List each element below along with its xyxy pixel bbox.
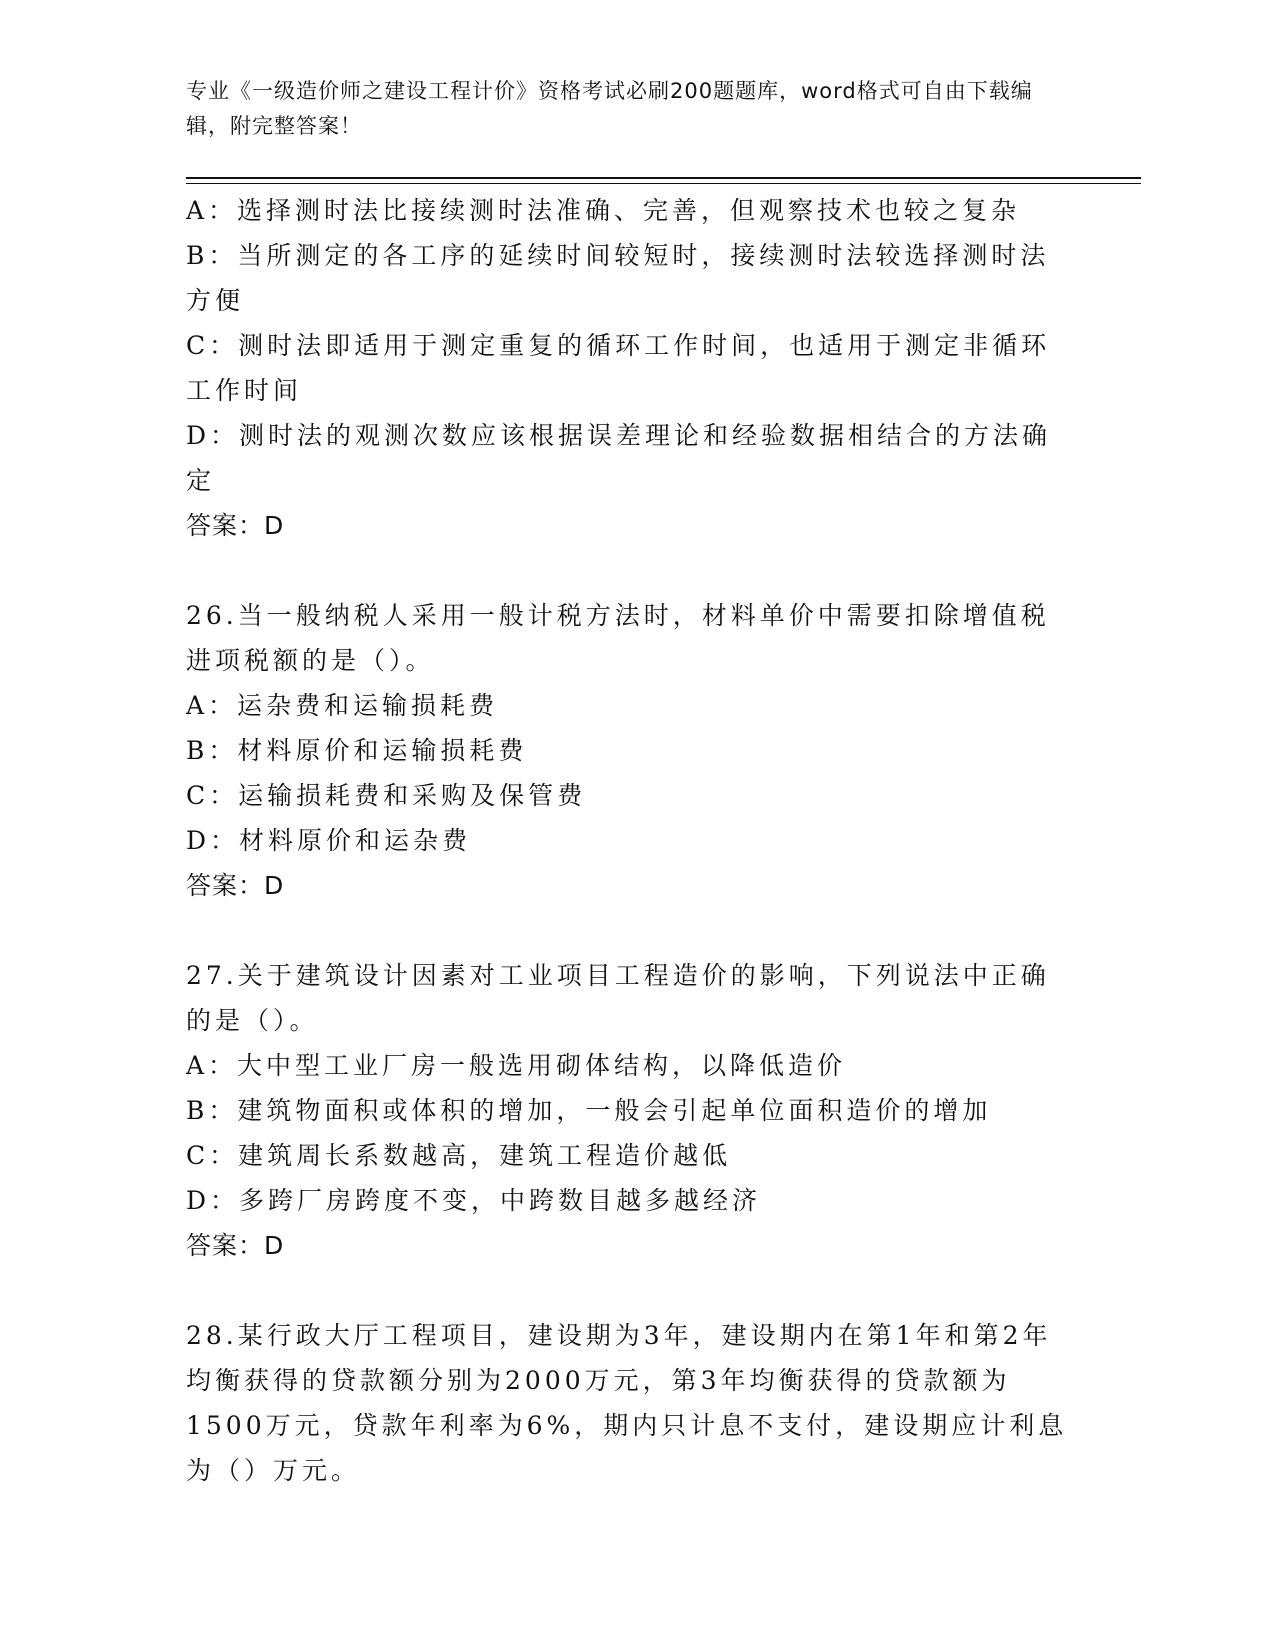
spacer (186, 548, 1071, 593)
question-content (186, 188, 1071, 1493)
option-b: B：材料原价和运输损耗费 (186, 736, 528, 765)
option-a: A：大中型工业厂房一般选用砌体结构，以降低造价 (186, 1051, 847, 1080)
option-b: B：建筑物面积或体积的增加，一般会引起单位面积造价的增加 (186, 1096, 992, 1125)
question-28 (186, 1313, 1071, 1493)
answer: 答案：D (186, 871, 285, 900)
answer: 答案：D (186, 1231, 285, 1260)
question-stem: 27.关于建筑设计因素对工业项目工程造价的影响，下列说法中正确的是（）。 (186, 961, 1050, 1035)
option-a: A：选择测时法比接续测时法准确、完善，但观察技术也较之复杂 (186, 196, 1021, 225)
question-stem: 26.当一般纳税人采用一般计税方法时，材料单价中需要扣除增值税进项税额的是（）。 (186, 601, 1050, 675)
option-d: D：材料原价和运杂费 (186, 826, 472, 855)
answer: 答案：D (186, 511, 285, 540)
option-d: D：多跨厂房跨度不变，中跨数目越多越经济 (186, 1186, 762, 1215)
option-d: D：测时法的观测次数应该根据误差理论和经验数据相结合的方法确定 (186, 421, 1052, 495)
header-divider-thick (186, 177, 1141, 179)
spacer (186, 1268, 1071, 1313)
question-25-tail (186, 188, 1071, 548)
question-stem: 28.某行政大厅工程项目，建设期为3年，建设期内在第1年和第2年均衡获得的贷款额分别为2000万元，第3年均衡获得的贷款额为1500万元，贷款年利率为6%，期内只计息不支付，建设期应计利息为（）万元。 (186, 1321, 1068, 1485)
option-b: B：当所测定的各工序的延续时间较短时，接续测时法较选择测时法方便 (186, 241, 1050, 315)
document-title: 专业《一级造价师之建设工程计价》资格考试必刷200题题库，word格式可自由下载编辑，附完整答案！ (186, 79, 1033, 138)
question-27 (186, 953, 1071, 1268)
option-c: C：运输损耗费和采购及保管费 (186, 781, 587, 810)
option-c: C：测时法即适用于测定重复的循环工作时间，也适用于测定非循环工作时间 (186, 331, 1051, 405)
option-a: A：运杂费和运输损耗费 (186, 691, 499, 720)
spacer (186, 908, 1071, 953)
header-divider-thin (186, 183, 1141, 184)
option-c: C：建筑周长系数越高，建筑工程造价越低 (186, 1141, 732, 1170)
document-header (186, 74, 1076, 144)
question-26 (186, 593, 1071, 908)
